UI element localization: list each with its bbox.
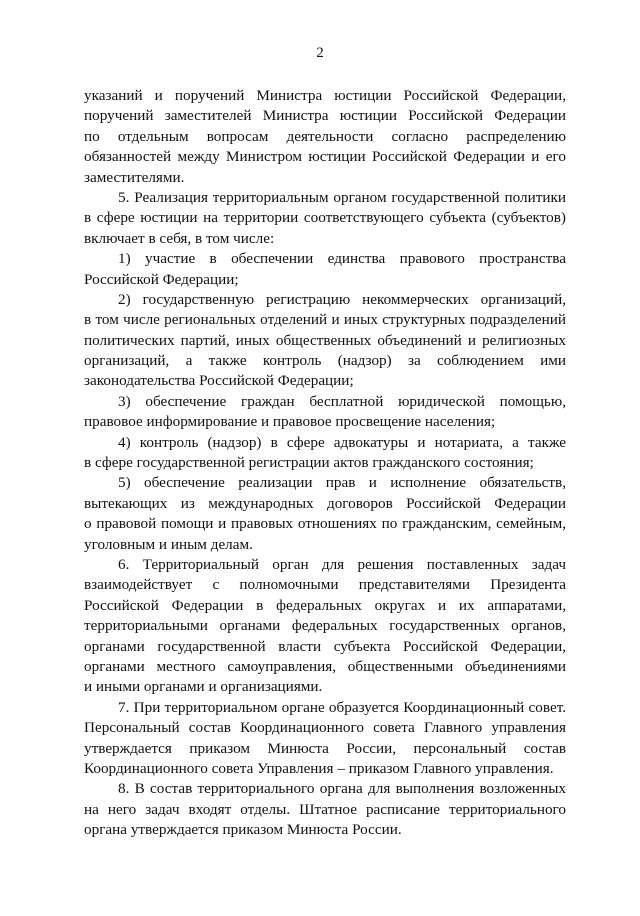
text-line: заместителями. [84,168,185,186]
text-line: территориальными органами федеральных государственных органов, [84,617,566,635]
text-line: 1) участие в обеспечении единства правового пространства [118,250,566,268]
text-line: 4) контроль (надзор) в сфере адвокатуры и нотариата, а также [118,433,566,451]
text-line: Российской Федерации в федеральных округах и их аппаратами, [84,596,566,614]
text-line: уголовным и иным делам. [84,535,253,553]
document-body [84,86,566,840]
text-line: правовое информирование и правовое просвещение населения; [84,413,496,431]
text-line: политических партий, иных общественных объединений и религиозных [84,331,566,349]
text-line: по отдельным вопросам деятельности согласно распределению [84,127,566,145]
text-line: 2) государственную регистрацию некоммерческих организаций, [118,290,566,308]
text-line: взаимодействует с полномочными представителями Президента [84,576,566,594]
text-line: обязанностей между Министром юстиции Российской Федерации и его [84,148,566,166]
page-number: 2 [316,45,324,61]
text-line: поручений заместителей Министра юстиции Российской Федерации [84,107,566,125]
text-line: утверждается приказом Минюста России, персональный состав [84,739,566,757]
text-line: на него задач входят отделы. Штатное расписание территориального [84,800,566,818]
text-line: вытекающих из международных договоров Российской Федерации [84,494,566,512]
text-line: 5. Реализация территориальным органом государственной политики [118,188,566,206]
text-line: законодательства Российской Федерации; [84,372,354,390]
text-line: в том числе региональных отделений и иных структурных подразделений [84,311,566,329]
text-line: 8. В состав территориального органа для выполнения возложенных [118,780,566,798]
text-line: о правовой помощи и правовых отношениях по гражданским, семейным, [84,515,566,533]
text-line: указаний и поручений Министра юстиции Российской Федерации, [84,87,566,104]
text-line: Координационного совета Управления – приказом Главного управления. [84,759,554,777]
text-line: органами государственной власти субъекта Российской Федерации, [84,637,566,655]
text-line: органа утверждается приказом Минюста России. [84,821,402,839]
text-line: и иными органами и организациями. [84,678,323,696]
text-line: Персональный состав Координационного совета Главного управления [84,719,566,737]
text-line: в сфере юстиции на территории соответствующего субъекта (субъектов) [84,209,566,227]
text-line: в сфере государственной регистрации актов гражданского состояния; [84,454,534,472]
text-line: Российской Федерации; [84,270,239,288]
text-line: включает в себя, в том числе: [84,229,275,247]
text-line: 7. При территориальном органе образуется Координационный совет. [118,698,566,716]
text-line: 5) обеспечение реализации прав и исполнение обязательств, [118,474,566,492]
text-line: организаций, а также контроль (надзор) за соблюдением ими [84,352,566,370]
text-line: органами местного самоуправления, общественными объединениями [84,657,566,675]
text-line: 6. Территориальный орган для решения поставленных задач [118,555,566,573]
text-line: 3) обеспечение граждан бесплатной юридической помощью, [118,392,566,410]
